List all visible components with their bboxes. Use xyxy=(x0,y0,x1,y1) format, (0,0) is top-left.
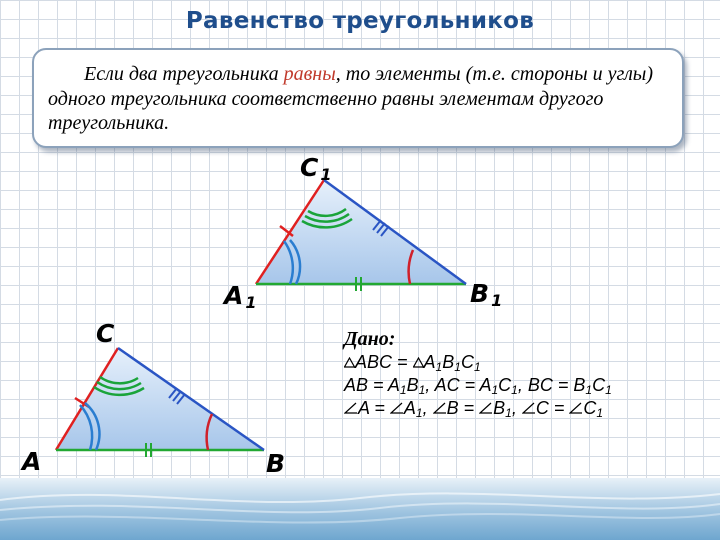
triangle-abc xyxy=(56,348,264,457)
definition-text-part2: , то элементы (т.е. стороны и углы) одного треугольника соответственно равны элементам другого треугольника. xyxy=(48,63,654,134)
label-c: C xyxy=(96,319,115,348)
angle-symbol-icon xyxy=(344,401,358,414)
angle-symbol-icon xyxy=(522,401,536,414)
given-line-sides: AB = $A_1B_1$, AC = $A_1C_1$, BC = $B_1C_1$ xyxy=(344,375,612,397)
label-b: B xyxy=(266,449,286,478)
given-title: Дано: xyxy=(344,328,396,350)
given-line-angles: $A = A_1$, $B = B_1$, $C = C_1$ xyxy=(344,397,710,420)
definition-text-part1: Если два треугольника xyxy=(84,63,284,85)
footer-wave-band xyxy=(0,478,720,540)
triangle-a1b1c1 xyxy=(256,180,466,291)
given-block xyxy=(344,328,710,420)
angle-symbol-icon xyxy=(569,401,583,414)
label-a: A xyxy=(22,447,42,476)
triangle-symbol-icon xyxy=(413,357,424,368)
given-line-triangles: ABC = $A_1B_1C_1$ xyxy=(344,351,710,374)
label-b1: B 1 xyxy=(470,279,503,310)
page-title: Равенство треугольников xyxy=(185,8,535,34)
label-c1: C 1 xyxy=(300,153,332,184)
triangle-symbol-icon xyxy=(344,357,355,368)
angle-symbol-icon xyxy=(479,401,493,414)
label-a1: A 1 xyxy=(224,281,257,312)
definition-highlight: равны xyxy=(283,63,336,85)
angle-symbol-icon xyxy=(433,401,447,414)
angle-symbol-icon xyxy=(390,401,404,414)
wave-decoration xyxy=(0,478,720,540)
